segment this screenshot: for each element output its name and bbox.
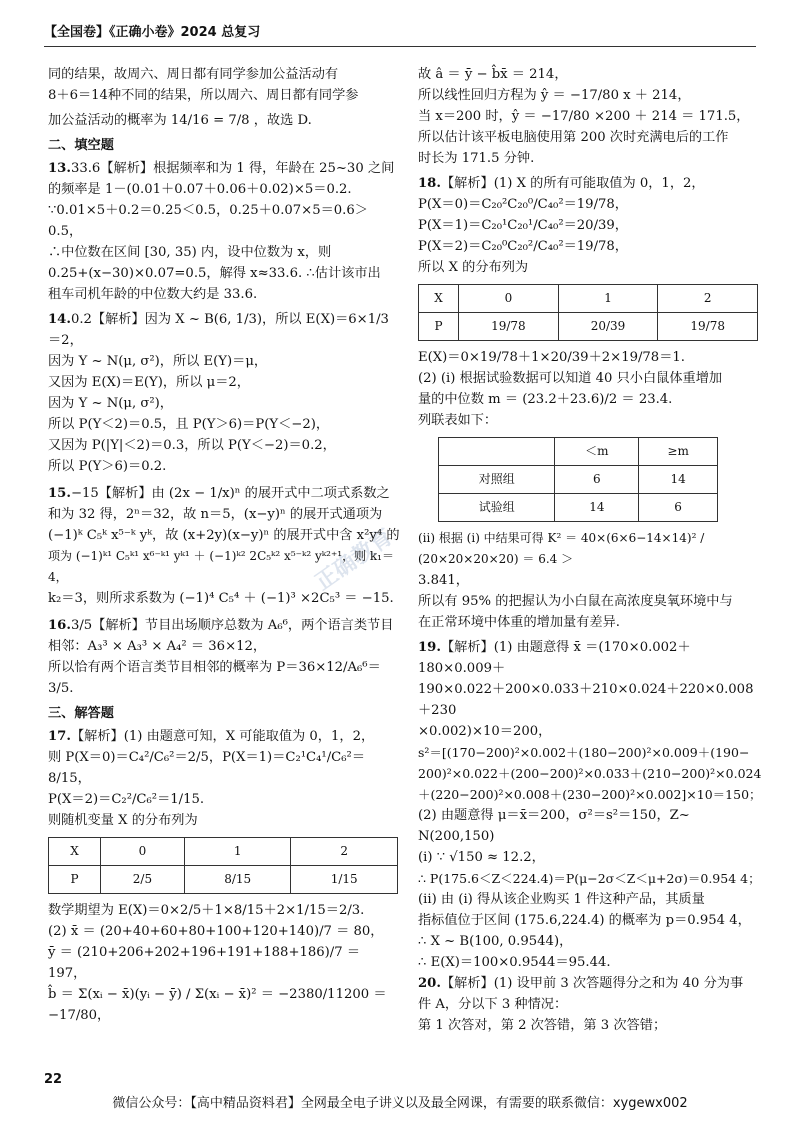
- table-cell: 2: [658, 285, 758, 313]
- table-cell: P: [419, 313, 459, 341]
- table-cell: X: [419, 285, 459, 313]
- text-line: 当 x＝200 时，ŷ ＝ −17/80 ×200 ＋ 214 ＝ 171.5，: [418, 109, 750, 124]
- text-line: k₂＝3，则所求系数为 (−1)⁴ C₅⁴ ＋ (−1)³ ×2C₅³ ＝ −15.: [48, 591, 394, 606]
- text-line: P(X＝2)＝C₂²/C₆²＝1/15.: [48, 792, 205, 807]
- text-line: (i) ∵ √150 ≈ 12.2，: [418, 850, 545, 865]
- text-line: 【解析】(1) 由题意可知，X 可能取值为 0，1，2，: [70, 729, 375, 744]
- text-line: (2) x̄ ＝ (20+40+60+80+100+120+140)/7 ＝ 80，: [48, 924, 384, 939]
- header-title: 【全国卷】《正确小卷》2024 总复习: [44, 25, 261, 40]
- text-line: 【解析】(1) 由题意得 x̄ ＝(170×0.002＋180×0.009＋: [418, 640, 691, 676]
- text-line: (2) 由题意得 μ＝x̄＝200，σ²＝s²＝150，Z~: [418, 808, 690, 823]
- text-line: 的频率是 1－(0.01＋0.07＋0.06＋0.02)×5＝0.2.: [48, 182, 352, 197]
- text-line: 指标值位于区间 (175.6,224.4) 的概率为 p＝0.954 4，: [418, 913, 751, 928]
- text-line: ∴ X ~ B(100, 0.9544)，: [418, 934, 573, 949]
- table-cell: 1: [184, 838, 291, 866]
- question-18: [418, 173, 763, 633]
- text-line: 3.841，: [418, 573, 469, 588]
- text-line: ×0.002)×10＝200，: [418, 724, 552, 739]
- text-line: 所以 P(Y＞6)＝0.2.: [48, 459, 167, 474]
- distribution-table-18: [418, 284, 758, 341]
- text-line: ＋(220−200)²×0.008＋(230−200)²×0.002]×10＝150；: [418, 787, 762, 802]
- text-line: 8＋6＝14种不同的结果，所以周六、周日都有同学参: [48, 88, 359, 103]
- text-line: 又因为 E(X)＝E(Y)，所以 μ＝2，: [48, 375, 250, 390]
- text-line: 190×0.022＋200×0.033＋210×0.024＋220×0.008＋230: [418, 682, 754, 718]
- page-header: [44, 20, 756, 47]
- text-line: 33.6【解析】根据频率和为 1 得，年龄在 25~30 之间: [70, 161, 395, 176]
- text-line: 第 1 次答对，第 2 次答错，第 3 次答错；: [418, 1018, 667, 1033]
- question-20: [418, 973, 763, 1036]
- text-line: 0.2【解析】因为 X ~ B(6, 1/3)，所以 E(X)＝6×1/3＝2，: [48, 312, 389, 348]
- text-line: P(X＝0)＝C₂₀²C₂₀⁰/C₄₀²＝19/78，: [418, 197, 628, 212]
- question-17: [48, 726, 402, 1026]
- text-line: 【解析】(1) X 的所有可能取值为 0，1，2，: [440, 176, 705, 191]
- table-cell: 2/5: [101, 866, 185, 894]
- table-cell: 0: [459, 285, 559, 313]
- text-line: ∵0.01×5＋0.2＝0.25＜0.5，0.25＋0.07×5＝0.6＞0.5，: [48, 203, 368, 239]
- text-line: ∴ P(175.6＜Z＜224.4)＝P(μ−2σ＜Z＜μ+2σ)＝0.954 4；: [418, 871, 761, 886]
- table-row: [439, 438, 718, 466]
- table-cell: 20/39: [558, 313, 658, 341]
- table-cell: 6: [555, 466, 639, 494]
- text-line: 列联表如下：: [418, 413, 498, 428]
- text-line: E(X)＝0×19/78＋1×20/39＋2×19/78＝1.: [418, 350, 685, 365]
- text-line: P(X＝1)＝C₂₀¹C₂₀¹/C₄₀²＝20/39，: [418, 218, 628, 233]
- question-number: 19.: [418, 640, 441, 655]
- text-line: 件 A，分以下 3 种情况：: [418, 997, 568, 1012]
- text-line: 因为 Y ~ N(μ, σ²)，: [48, 396, 173, 411]
- table-cell: 对照组: [439, 466, 555, 494]
- section-answer: 三、解答题: [48, 706, 114, 721]
- table-cell: 试验组: [439, 494, 555, 522]
- table-row: [439, 494, 718, 522]
- question-number: 13.: [48, 161, 71, 176]
- table-cell: 0: [101, 838, 185, 866]
- table-cell: 14: [639, 466, 718, 494]
- text-line: 数学期望为 E(X)＝0×2/5＋1×8/15＋2×1/15＝2/3.: [48, 903, 365, 918]
- text-line: ȳ ＝ (210+206+202+196+191+188+186)/7 ＝ 197，: [48, 945, 361, 981]
- contingency-table: [438, 437, 718, 522]
- text-line: 200)²×0.022＋(200−200)²×0.033＋(210−200)²×0.024: [418, 766, 762, 781]
- question-15: [48, 483, 402, 609]
- table-cell: 1: [558, 285, 658, 313]
- footer-note: 微信公众号：【高中精品资料君】全网最全电子讲义以及最全网课，有需要的联系微信：xygewx002: [112, 1096, 688, 1111]
- table-row: [439, 466, 718, 494]
- text-line: 【解析】(1) 设甲前 3 次答题得分之和为 40 分为事: [440, 976, 744, 991]
- text-line: 相邻：A₃³ × A₃³ × A₄² ＝ 36×12，: [48, 639, 267, 654]
- question-number: 16.: [48, 618, 71, 633]
- text-line: ∴中位数在区间 [30, 35) 内，设中位数为 x，则: [48, 245, 332, 260]
- question-16: [48, 615, 402, 699]
- table-cell: P: [49, 866, 101, 894]
- text-line: 所以 X 的分布列为: [418, 260, 529, 275]
- right-column: [418, 64, 763, 1036]
- text-line: 所以线性回归方程为 ŷ ＝ −17/80 x ＋ 214，: [418, 88, 691, 103]
- text-line: 所以 P(Y＜2)＝0.5，且 P(Y＞6)＝P(Y＜−2)，: [48, 417, 330, 432]
- text-line: 和为 32 得，2ⁿ＝32，故 n＝5，(x−y)ⁿ 的展开式通项为: [48, 507, 383, 522]
- table-cell: 19/78: [658, 313, 758, 341]
- table-row: [419, 313, 758, 341]
- table-cell: ＜m: [555, 438, 639, 466]
- text-line: b̂ ＝ Σ(xᵢ − x̄)(yᵢ − ȳ) / Σ(xᵢ − x̄)² ＝ −2380/11200 ＝ −17/80，: [48, 987, 387, 1023]
- text-line: 租车司机年龄的中位数大约是 33.6.: [48, 287, 258, 302]
- text-line: (−1)ᵏ C₅ᵏ x⁵⁻ᵏ yᵏ，故 (x+2y)(x−y)ⁿ 的展开式中含 x²y⁴ 的: [48, 528, 400, 543]
- text-line: 所以恰有两个语言类节目相邻的概率为 P＝36×12/A₆⁶＝3/5.: [48, 660, 381, 696]
- text-line: 3/5【解析】节目出场顺序总数为 A₆⁶，两个语言类节目: [70, 618, 394, 633]
- text-line: s²＝[(170−200)²×0.002＋(180−200)²×0.009＋(190−: [418, 745, 750, 760]
- left-column: [48, 64, 402, 1026]
- section-fill-in: 二、填空题: [48, 138, 114, 153]
- page-number: 22: [44, 1072, 63, 1087]
- text-line: 同的结果，故周六、周日都有同学参加公益活动有: [48, 67, 339, 82]
- table-cell: 19/78: [459, 313, 559, 341]
- text-line: 量的中位数 m ＝ (23.2＋23.6)/2 ＝ 23.4.: [418, 392, 673, 407]
- question-number: 17.: [48, 729, 71, 744]
- table-cell: [439, 438, 555, 466]
- question-number: 15.: [48, 486, 71, 501]
- text-line: (ii) 根据 (i) 中结果可得 K² ＝ 40×(6×6−14×14)² / (20×20×20×20) ＝ 6.4 ＞: [418, 531, 705, 566]
- text-line: 在正常环境中体重的增加量有差异.: [418, 615, 621, 630]
- question-number: 18.: [418, 176, 441, 191]
- text-line: 则 P(X＝0)＝C₄²/C₆²＝2/5，P(X＝1)＝C₂¹C₄¹/C₆²＝8/15，: [48, 750, 366, 786]
- table-row: [49, 838, 398, 866]
- question-13: [48, 158, 402, 305]
- text-line: 时长为 171.5 分钟.: [418, 151, 535, 166]
- table-cell: X: [49, 838, 101, 866]
- text-line: 0.25+(x−30)×0.07=0.5，解得 x≈33.6. ∴估计该市出: [48, 266, 381, 281]
- text-line: P(X＝2)＝C₂₀⁰C₂₀²/C₄₀²＝19/78，: [418, 239, 628, 254]
- text-line: 故 â ＝ ȳ − b̂x̄ ＝ 214，: [418, 67, 568, 82]
- question-number: 14.: [48, 312, 71, 327]
- text-line: (ii) 由 (i) 得从该企业购买 1 件这种产品，其质量: [418, 892, 705, 907]
- table-cell: 2: [291, 838, 398, 866]
- question-number: 20.: [418, 976, 441, 991]
- table-cell: 8/15: [184, 866, 291, 894]
- text-line: 因为 Y ~ N(μ, σ²)，所以 E(Y)＝μ，: [48, 354, 268, 369]
- table-cell: 14: [555, 494, 639, 522]
- text-line: (2) (i) 根据试验数据可以知道 40 只小白鼠体重增加: [418, 371, 723, 386]
- text-line: 加公益活动的概率为 14/16 = 7/8 ，故选 D.: [48, 113, 312, 128]
- table-cell: 1/15: [291, 866, 398, 894]
- text-line: 又因为 P(|Y|＜2)＝0.3，所以 P(Y＜−2)＝0.2，: [48, 438, 336, 453]
- table-cell: 6: [639, 494, 718, 522]
- text-line: −15【解析】由 (2x − 1/x)ⁿ 的展开式中二项式系数之: [70, 486, 390, 501]
- question-14: [48, 309, 402, 477]
- text-line: 所以有 95% 的把握认为小白鼠在高浓度臭氧环境中与: [418, 594, 733, 609]
- text-line: 所以估计该平板电脑使用第 200 次时充满电后的工作: [418, 130, 729, 145]
- distribution-table-17: [48, 837, 398, 894]
- text-line: ∴ E(X)＝100×0.9544＝95.44.: [418, 955, 611, 970]
- text-line: 则随机变量 X 的分布列为: [48, 813, 198, 828]
- table-row: [49, 866, 398, 894]
- text-line: N(200,150): [418, 829, 495, 844]
- text-line: 项为 (−1)ᵏ¹ C₅ᵏ¹ x⁶⁻ᵏ¹ yᵏ¹ ＋ (−1)ᵏ² 2C₅ᵏ² x⁵⁻ᵏ² yᵏ²⁺¹，则 k₁＝4，: [48, 549, 394, 584]
- watermark-logo: 正确教育: [311, 524, 398, 596]
- question-19: [418, 637, 763, 973]
- table-row: [419, 285, 758, 313]
- table-cell: ≥m: [639, 438, 718, 466]
